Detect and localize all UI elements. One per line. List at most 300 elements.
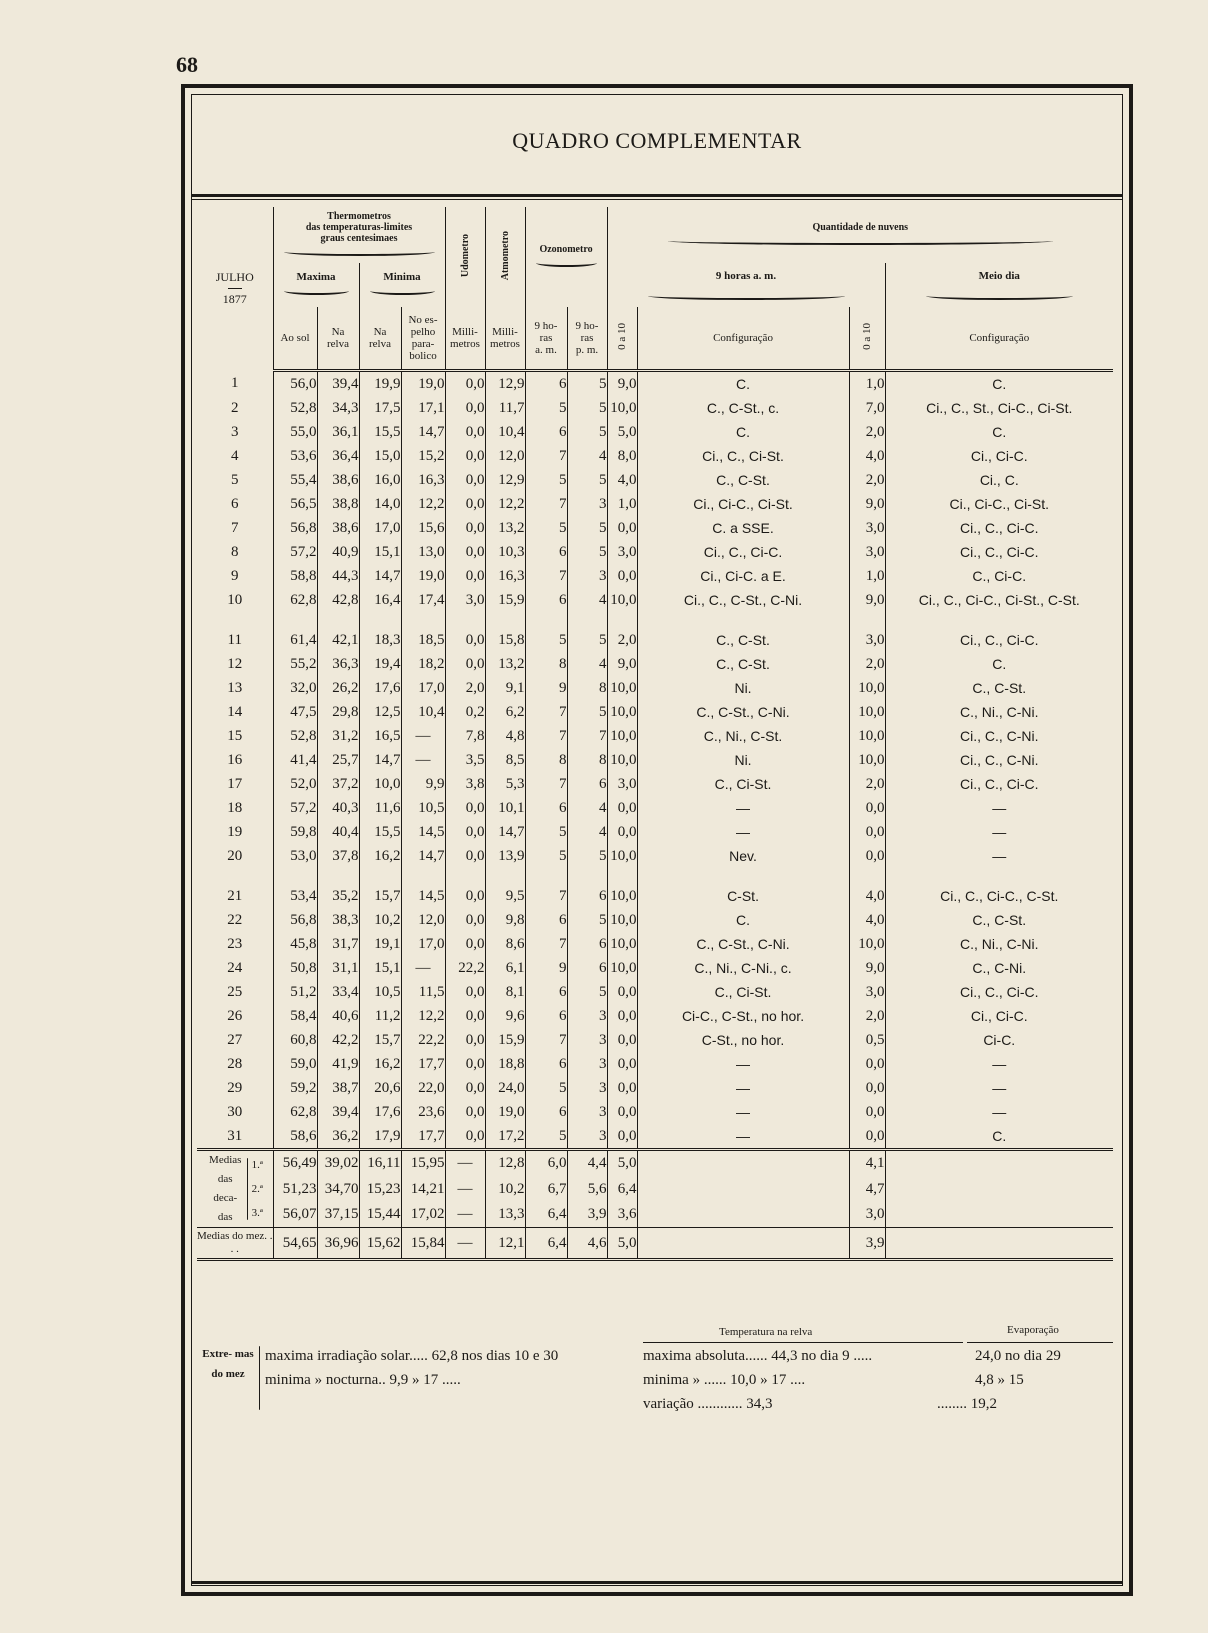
- table-row: [197, 628, 1113, 652]
- media-cell: 14,21: [401, 1176, 445, 1201]
- cell: 58,4: [273, 1004, 317, 1028]
- cell: —: [401, 748, 445, 772]
- cell: 7: [525, 772, 567, 796]
- table-frame: [181, 84, 1133, 1596]
- cell: —: [401, 956, 445, 980]
- cell: 11,7: [485, 396, 525, 420]
- cell: 38,6: [317, 468, 359, 492]
- cell: 56,5: [273, 492, 317, 516]
- cell: 1,0: [607, 492, 637, 516]
- cell: 38,6: [317, 516, 359, 540]
- cell: 5: [525, 516, 567, 540]
- mez-cell: 6,4: [525, 1228, 567, 1260]
- config-noon-cell: —: [992, 1080, 1007, 1096]
- cell: 8,1: [485, 980, 525, 1004]
- cell: 9: [525, 956, 567, 980]
- cell: 58,8: [273, 564, 317, 588]
- cell: 5: [567, 628, 607, 652]
- cell: 4: [567, 820, 607, 844]
- config-am-cell: C.: [637, 371, 849, 397]
- cell: 12,2: [401, 1004, 445, 1028]
- cell: 15,1: [359, 540, 401, 564]
- media-cell: 6,0: [525, 1150, 567, 1177]
- cell: 31,1: [317, 956, 359, 980]
- media-cell: —: [445, 1202, 485, 1228]
- cell: 3,0: [849, 980, 885, 1004]
- cell: 55,0: [273, 420, 317, 444]
- cell: 13,2: [485, 652, 525, 676]
- cell: 0,0: [445, 371, 485, 397]
- media-cell: 15,44: [359, 1202, 401, 1228]
- cell: 14,0: [359, 492, 401, 516]
- day-cell: 5: [197, 468, 273, 492]
- cell: 3: [567, 1004, 607, 1028]
- nuvens-header: Quantidade de nuvens: [607, 207, 1113, 263]
- cell: 12,0: [401, 908, 445, 932]
- oz-pm-header: 9 ho- ras p. m.: [567, 307, 607, 371]
- cell: 15,6: [401, 516, 445, 540]
- cell: 15,0: [359, 444, 401, 468]
- cell: 10,4: [485, 420, 525, 444]
- cell: 10,0: [849, 748, 885, 772]
- cell: 12,2: [401, 492, 445, 516]
- media-cell: 3,0: [849, 1202, 885, 1228]
- cell: 5: [525, 1124, 567, 1150]
- config-am-cell: —: [637, 1076, 849, 1100]
- cell: 11,6: [359, 796, 401, 820]
- cell: 17,0: [401, 932, 445, 956]
- table-row: [197, 884, 1113, 908]
- config-noon-cell: Ci-C.: [983, 1032, 1016, 1048]
- table-row: [197, 1052, 1113, 1076]
- table-row: [197, 516, 1113, 540]
- cell: 29,8: [317, 700, 359, 724]
- cell: 6: [567, 932, 607, 956]
- cell: 53,6: [273, 444, 317, 468]
- atmometro-unit: Milli- metros: [485, 307, 525, 371]
- cell: 7: [525, 724, 567, 748]
- cell: 0,0: [445, 540, 485, 564]
- cell: 10,0: [607, 700, 637, 724]
- cell: 5: [567, 540, 607, 564]
- day-cell: 25: [197, 980, 273, 1004]
- config-am-cell: C., Ci-St.: [637, 980, 849, 1004]
- cell: 5: [525, 1076, 567, 1100]
- cell: 2,0: [607, 628, 637, 652]
- cell: 39,4: [317, 371, 359, 397]
- cell: 10,0: [607, 396, 637, 420]
- cell: 0,0: [607, 1100, 637, 1124]
- cell: 40,9: [317, 540, 359, 564]
- extreme-line-2: minima » nocturna.. 9,9 » 17 .....: [265, 1372, 461, 1388]
- cell: 0,0: [445, 628, 485, 652]
- day-cell: 12: [197, 652, 273, 676]
- cell: 0,0: [445, 1076, 485, 1100]
- day-cell: 2: [197, 396, 273, 420]
- config-noon-cell: Ci., C.: [979, 472, 1019, 488]
- na-relva-min-header: Na relva: [359, 307, 401, 371]
- config-noon-cell: —: [992, 1104, 1007, 1120]
- cell: 16,4: [359, 588, 401, 612]
- media-cell: —: [445, 1150, 485, 1177]
- cell: 9,5: [485, 884, 525, 908]
- month-header: JULHO 1877: [197, 207, 273, 371]
- cell: 4: [567, 444, 607, 468]
- table-row: [197, 540, 1113, 564]
- cell: 7: [525, 700, 567, 724]
- cell: 17,9: [359, 1124, 401, 1150]
- nove-horas-header: 9 horas a. m.: [607, 263, 885, 307]
- table-row: [197, 908, 1113, 932]
- cell: 32,0: [273, 676, 317, 700]
- table-row: [197, 676, 1113, 700]
- cell: 38,8: [317, 492, 359, 516]
- maxima-header: Maxima: [273, 263, 359, 307]
- config-noon-cell: Ci., C., Ci-C., C-St.: [940, 888, 1059, 904]
- minima-header: Minima: [359, 263, 445, 307]
- cell: 10,0: [849, 676, 885, 700]
- cell: 4,0: [849, 908, 885, 932]
- cell: 15,7: [359, 1028, 401, 1052]
- cell: 52,8: [273, 724, 317, 748]
- config-noon-cell: Ci., C., Ci-C., Ci-St., C-St.: [918, 592, 1080, 608]
- cell: 6: [525, 371, 567, 397]
- cell: 10,0: [359, 772, 401, 796]
- cell: 17,4: [401, 588, 445, 612]
- table-row: [197, 1124, 1113, 1150]
- temp-relva-heading: Temperatura na relva: [719, 1326, 813, 1338]
- config-am-cell: C.: [637, 908, 849, 932]
- cell: 47,5: [273, 700, 317, 724]
- table-row: [197, 652, 1113, 676]
- cell: 3,0: [607, 772, 637, 796]
- cell: 4: [567, 652, 607, 676]
- cell: —: [401, 724, 445, 748]
- cell: 0,0: [445, 468, 485, 492]
- cell: 19,9: [359, 371, 401, 397]
- cell: 0,0: [445, 652, 485, 676]
- cell: 9,0: [849, 956, 885, 980]
- cell: 9,9: [401, 772, 445, 796]
- media-cell: 56,49: [273, 1150, 317, 1177]
- meio-dia-header: Meio dia: [885, 263, 1113, 307]
- cell: 25,7: [317, 748, 359, 772]
- cell: 26,2: [317, 676, 359, 700]
- cell: 3,0: [849, 516, 885, 540]
- cell: 5,0: [607, 420, 637, 444]
- mez-cell: 3,9: [849, 1228, 885, 1260]
- cell: 9,8: [485, 908, 525, 932]
- table-row: [197, 748, 1113, 772]
- cell: 14,7: [359, 564, 401, 588]
- cell: 6: [525, 796, 567, 820]
- config-noon-cell: Ci., C., Ci-C.: [959, 984, 1039, 1000]
- cell: 3: [567, 1028, 607, 1052]
- cell: 3: [567, 1100, 607, 1124]
- media-cell: 3,9: [567, 1202, 607, 1228]
- udometro-unit: Milli- metros: [445, 307, 485, 371]
- config-am-cell: C., Ni., C-Ni., c.: [637, 956, 849, 980]
- cell: 5: [567, 396, 607, 420]
- cell: 19,4: [359, 652, 401, 676]
- cell: 15,2: [401, 444, 445, 468]
- config-am-cell: C., C-St., C-Ni.: [637, 932, 849, 956]
- cell: 40,4: [317, 820, 359, 844]
- cell: 0,2: [445, 700, 485, 724]
- cell: 0,0: [607, 980, 637, 1004]
- table-row: [197, 956, 1113, 980]
- cell: 0,0: [445, 884, 485, 908]
- config-noon-cell: C., Ci-C.: [972, 568, 1027, 584]
- config-am-cell: —: [637, 820, 849, 844]
- table-row: [197, 492, 1113, 516]
- cell: 17,2: [485, 1124, 525, 1150]
- cell: 36,2: [317, 1124, 359, 1150]
- config-noon-cell: C., C-St.: [972, 912, 1027, 928]
- extremes-label: Extre- mas do mez: [202, 1348, 254, 1380]
- table-row: [197, 444, 1113, 468]
- cell: 7: [567, 724, 607, 748]
- mez-cell: 5,0: [607, 1228, 637, 1260]
- cell: 0,0: [445, 796, 485, 820]
- data-table: [197, 207, 1113, 1261]
- table-row: [197, 468, 1113, 492]
- extreme-line-1c: 24,0 no dia 29: [975, 1348, 1061, 1364]
- media-cell: 6,7: [525, 1176, 567, 1201]
- cell: 5: [525, 820, 567, 844]
- cell: 17,0: [359, 516, 401, 540]
- cell: 3,0: [445, 588, 485, 612]
- media-cell: 3,6: [607, 1202, 637, 1228]
- cell: 12,9: [485, 371, 525, 397]
- cell: 10,0: [849, 724, 885, 748]
- cell: 0,0: [849, 1052, 885, 1076]
- cell: 12,0: [485, 444, 525, 468]
- day-cell: 11: [197, 628, 273, 652]
- cell: 36,4: [317, 444, 359, 468]
- day-cell: 20: [197, 844, 273, 868]
- cell: 39,4: [317, 1100, 359, 1124]
- cell: 55,2: [273, 652, 317, 676]
- cell: 17,7: [401, 1124, 445, 1150]
- cell: 56,8: [273, 516, 317, 540]
- config-noon-cell: Ci., C., C-Ni.: [959, 728, 1039, 744]
- cell: 0,0: [849, 844, 885, 868]
- table-row: [197, 420, 1113, 444]
- evap-heading: Evaporação: [1007, 1324, 1059, 1336]
- cell: 44,3: [317, 564, 359, 588]
- cell: 8,6: [485, 932, 525, 956]
- cell: 6: [525, 1004, 567, 1028]
- config-noon-cell: C.: [992, 424, 1007, 440]
- cell: 8: [567, 748, 607, 772]
- cell: 0,0: [607, 1052, 637, 1076]
- medias-mez-label: Medias do mez. . . .: [197, 1228, 273, 1260]
- cell: 19,1: [359, 932, 401, 956]
- table-row: [197, 844, 1113, 868]
- cell: 31,7: [317, 932, 359, 956]
- config-am-cell: Ci-C., C-St., no hor.: [637, 1004, 849, 1028]
- cell: 22,2: [445, 956, 485, 980]
- cell: 0,0: [445, 1052, 485, 1076]
- config-am-cell: Nev.: [637, 844, 849, 868]
- cell: 52,8: [273, 396, 317, 420]
- config-am-header: Configuração: [637, 307, 849, 371]
- page-number: 68: [176, 52, 198, 77]
- cell: 42,8: [317, 588, 359, 612]
- cell: 0,0: [607, 820, 637, 844]
- cell: 3,5: [445, 748, 485, 772]
- day-cell: 27: [197, 1028, 273, 1052]
- config-noon-cell: Ci., C., Ci-C.: [959, 776, 1039, 792]
- day-cell: 7: [197, 516, 273, 540]
- cell: 6: [525, 420, 567, 444]
- cell: 10,3: [485, 540, 525, 564]
- config-noon-cell: —: [992, 824, 1007, 840]
- cell: 0,0: [607, 1076, 637, 1100]
- cell: 1,0: [849, 564, 885, 588]
- cell: 15,9: [485, 1028, 525, 1052]
- config-am-cell: C., Ni., C-St.: [637, 724, 849, 748]
- day-cell: 15: [197, 724, 273, 748]
- table-row: [197, 396, 1113, 420]
- cell: 5: [567, 468, 607, 492]
- cell: 3: [567, 1052, 607, 1076]
- cell: 16,5: [359, 724, 401, 748]
- cell: 17,0: [401, 676, 445, 700]
- table-row: [197, 564, 1113, 588]
- cell: 60,8: [273, 1028, 317, 1052]
- ao-sol-header: Ao sol: [273, 307, 317, 371]
- config-am-cell: C.: [637, 420, 849, 444]
- medias-decadas-label: Medias das deca- das 1.ª 2.ª 3.ª: [197, 1150, 273, 1228]
- media-cell: 34,70: [317, 1176, 359, 1201]
- cell: 61,4: [273, 628, 317, 652]
- cell: 2,0: [849, 1004, 885, 1028]
- cell: 15,1: [359, 956, 401, 980]
- cell: 57,2: [273, 540, 317, 564]
- cell: 59,8: [273, 820, 317, 844]
- cell: 9,0: [607, 652, 637, 676]
- day-cell: 28: [197, 1052, 273, 1076]
- cell: 10,1: [485, 796, 525, 820]
- cell: 4: [567, 796, 607, 820]
- cell: 0,0: [607, 1028, 637, 1052]
- table-row: [197, 980, 1113, 1004]
- cell: 6: [525, 540, 567, 564]
- cell: 10,5: [401, 796, 445, 820]
- config-am-cell: Ci., Ci-C., Ci-St.: [637, 492, 849, 516]
- config-am-cell: C., C-St.: [637, 652, 849, 676]
- cell: 16,3: [485, 564, 525, 588]
- cell: 15,5: [359, 420, 401, 444]
- cell: 7: [525, 932, 567, 956]
- extreme-line-2c: 4,8 » 15: [975, 1372, 1024, 1388]
- config-am-cell: —: [637, 796, 849, 820]
- extreme-line-3c: ........ 19,2: [937, 1396, 997, 1412]
- cell: 11,5: [401, 980, 445, 1004]
- cell: 5: [525, 628, 567, 652]
- media-cell: 15,23: [359, 1176, 401, 1201]
- cell: 6: [525, 980, 567, 1004]
- cell: 6,2: [485, 700, 525, 724]
- mez-cell: 36,96: [317, 1228, 359, 1260]
- day-cell: 18: [197, 796, 273, 820]
- mez-cell: —: [445, 1228, 485, 1260]
- config-am-cell: C., C-St., C-Ni.: [637, 700, 849, 724]
- atmometro-header: Atmometro: [485, 207, 525, 307]
- cell: 0,0: [849, 820, 885, 844]
- cell: 24,0: [485, 1076, 525, 1100]
- config-am-cell: Ni.: [637, 676, 849, 700]
- cell: 9,1: [485, 676, 525, 700]
- cell: 11,2: [359, 1004, 401, 1028]
- cell: 40,6: [317, 1004, 359, 1028]
- cell: 18,3: [359, 628, 401, 652]
- cell: 58,6: [273, 1124, 317, 1150]
- cell: 13,2: [485, 516, 525, 540]
- cell: 19,0: [485, 1100, 525, 1124]
- cell: 10,2: [359, 908, 401, 932]
- cell: 56,8: [273, 908, 317, 932]
- cell: 53,4: [273, 884, 317, 908]
- cell: 3: [567, 492, 607, 516]
- udometro-header: Udometro: [445, 207, 485, 307]
- cell: 51,2: [273, 980, 317, 1004]
- cell: 0,0: [445, 1100, 485, 1124]
- cell: 33,4: [317, 980, 359, 1004]
- cell: 1,0: [849, 371, 885, 397]
- day-cell: 10: [197, 588, 273, 612]
- cell: 62,8: [273, 588, 317, 612]
- media-cell: 12,8: [485, 1150, 525, 1177]
- cell: 23,6: [401, 1100, 445, 1124]
- cell: 0,0: [445, 908, 485, 932]
- cell: 6: [525, 1100, 567, 1124]
- cell: 16,0: [359, 468, 401, 492]
- cell: 19,0: [401, 371, 445, 397]
- mez-cell: 15,84: [401, 1228, 445, 1260]
- cell: 36,3: [317, 652, 359, 676]
- mez-cell: 54,65: [273, 1228, 317, 1260]
- media-cell: —: [445, 1176, 485, 1201]
- cell: 3,0: [849, 628, 885, 652]
- cell: 36,1: [317, 420, 359, 444]
- cell: 62,8: [273, 1100, 317, 1124]
- extreme-line-3b: variação ............ 34,3: [643, 1396, 773, 1412]
- config-noon-cell: Ci., C., Ci-C.: [959, 544, 1039, 560]
- cell: 3,0: [849, 540, 885, 564]
- table-row: [197, 1100, 1113, 1124]
- table-row: [197, 1028, 1113, 1052]
- cell: 15,5: [359, 820, 401, 844]
- cell: 5: [567, 700, 607, 724]
- cell: 42,1: [317, 628, 359, 652]
- cell: 6: [525, 1052, 567, 1076]
- cell: 3: [567, 1076, 607, 1100]
- config-noon-cell: Ci., Ci-C.: [970, 448, 1028, 464]
- table-row: [197, 1076, 1113, 1100]
- table-row: [197, 588, 1113, 612]
- cell: 10,0: [607, 724, 637, 748]
- mez-cell: 4,6: [567, 1228, 607, 1260]
- cell: 4,0: [607, 468, 637, 492]
- cell: 0,0: [445, 420, 485, 444]
- media-cell: 4,1: [849, 1150, 885, 1177]
- config-noon-cell: —: [992, 800, 1007, 816]
- day-cell: 17: [197, 772, 273, 796]
- cell: 14,7: [485, 820, 525, 844]
